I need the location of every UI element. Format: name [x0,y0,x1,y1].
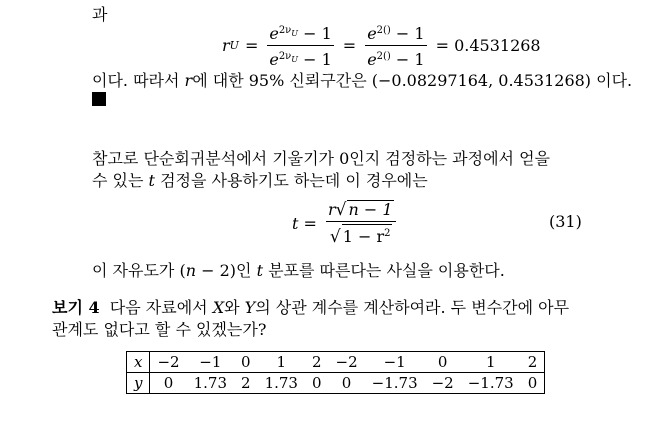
table-cell: −1.73 [467,374,514,392]
example-line-1: 보기 4 다음 자료에서 X와 Y의 상관 계수를 계산하여라. 두 변수간에 아무 [52,298,570,317]
note-line-2: 수 있는 t 검정을 사용하기도 하는데 이 경우에는 [92,171,428,190]
eq2-denominator: √ $1 - r^2$ [326,222,396,246]
df-sentence: 이 자유도가 (n − 2)인 t 분포를 따른다는 사실을 이용한다. [92,261,505,280]
table-cell: 0 [311,374,322,392]
eq1-fraction-2 [365,22,426,69]
table-row-x [127,352,545,373]
table-cell: 2 [241,374,251,392]
table-cell: −1.73 [371,374,418,392]
table-cell: 0 [163,374,174,392]
table-cell: 2 [521,352,545,373]
example-line-2: 관계도 없다고 할 수 있겠는가? [52,320,267,339]
equation-t-statistic [292,200,399,246]
eq1-frac2-denominator: $e^{2()} - 1$ [367,50,425,69]
note-line-1: 참고로 단순회귀분석에서 기울기가 0인지 검정하는 과정에서 얻을 [92,149,551,168]
example-label: 보기 4 [52,298,100,317]
table-cell: 1 [461,352,521,373]
eq1-frac1-denominator: $e^{2\nu}U - 1$ [269,50,332,69]
table-cell: −2 [329,352,365,373]
table-cell: −2 [150,352,187,373]
data-table [126,351,545,394]
conclusion-sentence: 이다. 따라서 r에 대한 95% 신뢰구간은 (−0.08297164, 0.4531268) 이다. [92,71,633,90]
table-cell: 1 [258,352,305,373]
eq1-lhs: r [222,36,230,55]
qed-box [92,92,106,106]
eq1-fraction-1 [267,22,333,69]
table-cell: 0 [527,374,538,392]
table-cell: −2 [431,374,454,392]
row-label-x: x [127,352,150,373]
row-label-y: y [127,373,150,394]
equation-number: (31) [549,212,582,231]
table-row-y [127,373,545,394]
table-cell: −1 [365,352,425,373]
equation-r-upper [222,22,541,69]
eq2-fraction [326,200,396,246]
eq1-equals-1: = [244,36,259,55]
table-cell: −1 [187,352,234,373]
table-cell: 1.73 [264,374,298,392]
eq1-frac2-numerator: $e^{2()} - 1$ [365,22,426,46]
table-cell: 1.73 [193,374,228,392]
eq1-result: = 0.4531268 [435,36,541,55]
eq2-lhs: t = [292,213,317,233]
intro-word: 과 [92,5,108,24]
eq1-frac1-numerator: $e^{2\nu}U - 1$ [267,22,333,46]
table-cell: 0 [234,352,258,373]
table-cell: 0 [341,374,352,392]
table-cell: 2 [305,352,329,373]
eq1-lhs-subscript: U [229,39,239,52]
eq1-equals-2: = [342,36,357,55]
table-cell: 0 [425,352,461,373]
eq2-numerator: r√ n − 1 [326,200,396,222]
